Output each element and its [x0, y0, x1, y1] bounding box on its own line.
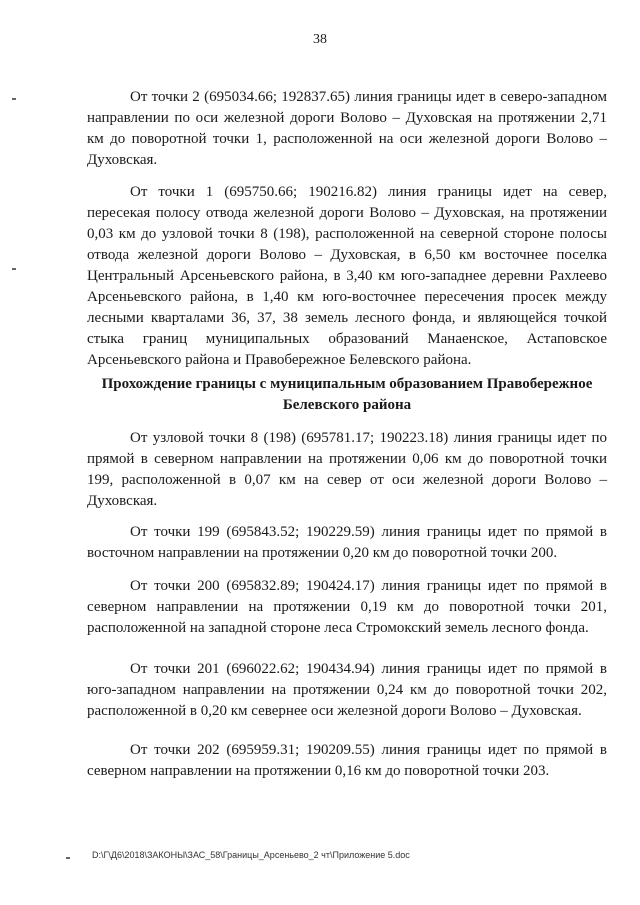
paragraph-point-201: От точки 201 (696022.62; 190434.94) линия границы идет по прямой в юго-западном направлении на протяжении 0,24 км до поворотной точки 202, расположенной в 0,20 км севернее оси железной дороги Волово – Духовская. — [87, 661, 607, 719]
footer-file-path: D:\Г\Д6\2018\ЗАКОНЫ\ЗАС_58\Границы_Арсеньево_2 чт\Приложение 5.doc — [92, 850, 410, 860]
paragraph-point-199: От точки 199 (695843.52; 190229.59) линия границы идет по прямой в восточном направлении на протяжении 0,20 км до поворотной точки 200. — [87, 524, 607, 561]
paragraph-point-200: От точки 200 (695832.89; 190424.17) линия границы идет по прямой в северном направлении на протяжении 0,19 км до поворотной точки 201, расположенной на западной стороне леса Стромокский земель лесного фонда. — [87, 578, 607, 636]
paragraph-node-8: От узловой точки 8 (198) (695781.17; 190223.18) линия границы идет по прямой в северном направлении на протяжении 0,06 км до поворотной точки 199, расположенной в 0,07 км на север от оси железной дороги Волово – Духовская. — [87, 430, 607, 509]
margin-mark — [12, 98, 16, 100]
paragraph-point-2: От точки 2 (695034.66; 192837.65) линия границы идет в северо-западном направлении по оси железной дороги Волово – Духовская на протяжении 2,71 км до поворотной точки 1, расположенной на оси железной дороги Волово – Духовская. — [87, 89, 607, 168]
paragraph-point-1: От точки 1 (695750.66; 190216.82) линия границы идет на север, пересекая полосу отвода железной дороги Волово – Духовская, на протяжении 0,03 км до узловой точки 8 (198), расположенной на северной стороне полосы отвода железной дороги Волово – Духовская, в 6,50 км восточнее поселка Центральный Арсеньевского района, в 3,40 км юго-западнее деревни Рахлеево Арсеньевского района, в 1,40 км юго-восточнее пересечения просек между лесными кварталами 36, 37, 38 земель лесного фонда, и являющейся точкой стыка границ муниципальных образований Манаенское, Астаповское Арсеньевского района и Правобережное Белевского района. — [87, 184, 607, 368]
section-heading: Прохождение границы с муниципальным образованием Правобережное Белевского района — [101, 376, 593, 413]
margin-mark — [12, 268, 16, 270]
paragraph-point-202: От точки 202 (695959.31; 190209.55) линия границы идет по прямой в северном направлении на протяжении 0,16 км до поворотной точки 203. — [87, 742, 607, 779]
page-number: 38 — [313, 32, 327, 47]
margin-mark — [66, 857, 70, 859]
